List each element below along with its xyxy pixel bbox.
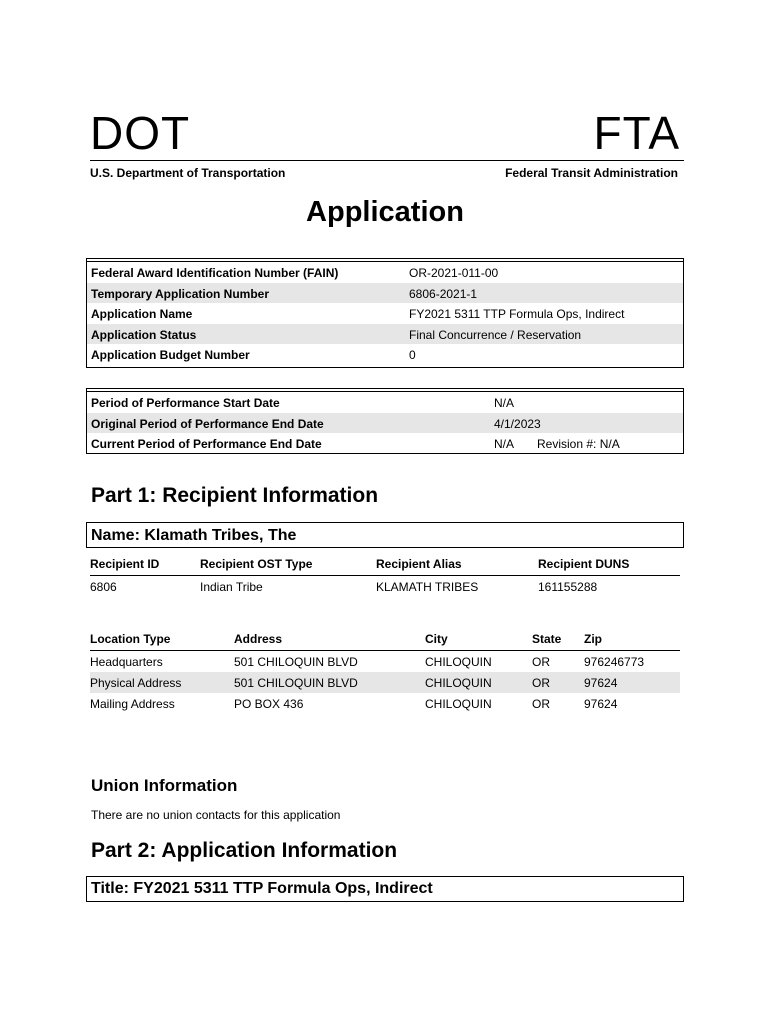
info-value: 0 bbox=[409, 348, 416, 363]
perf-value: 4/1/2023 bbox=[494, 416, 541, 431]
header-rule bbox=[90, 160, 684, 161]
page-title: Application bbox=[306, 196, 464, 228]
union-heading: Union Information bbox=[91, 776, 238, 795]
location-table bbox=[90, 628, 680, 714]
column-header: Zip bbox=[584, 632, 602, 646]
application-title-box bbox=[86, 876, 684, 902]
table-cell: OR bbox=[532, 655, 550, 669]
table-cell: 501 CHILOQUIN BLVD bbox=[234, 655, 358, 669]
table-cell: CHILOQUIN bbox=[425, 676, 492, 690]
info-row-app-name bbox=[87, 303, 683, 324]
recipient-table bbox=[90, 553, 680, 597]
perf-label: Period of Performance Start Date bbox=[91, 396, 280, 410]
info-row-temp-number bbox=[87, 283, 683, 304]
info-value: OR-2021-011-00 bbox=[409, 266, 499, 280]
perf-value: N/A bbox=[494, 437, 515, 452]
performance-box bbox=[86, 388, 684, 454]
application-title: Title: FY2021 5311 TTP Formula Ops, Indirect bbox=[91, 880, 433, 897]
table-header bbox=[90, 628, 680, 651]
table-cell: Mailing Address bbox=[90, 697, 175, 711]
table-row bbox=[90, 693, 680, 714]
info-row-status bbox=[87, 324, 683, 345]
info-label: Application Name bbox=[91, 307, 193, 322]
info-label: Application Budget Number bbox=[91, 348, 250, 363]
table-cell: Indian Tribe bbox=[200, 580, 263, 594]
fta-name: Federal Transit Administration bbox=[505, 166, 678, 180]
column-header: Recipient ID bbox=[90, 557, 160, 571]
info-value: 6806-2021-1 bbox=[409, 286, 478, 301]
column-header: Recipient OST Type bbox=[200, 557, 313, 571]
info-value: Final Concurrence / Reservation bbox=[409, 327, 582, 342]
dot-name: U.S. Department of Transportation bbox=[90, 166, 286, 180]
column-header: City bbox=[425, 632, 448, 646]
table-cell: 97624 bbox=[584, 676, 618, 690]
info-label: Federal Award Identification Number (FAIN) bbox=[91, 266, 339, 280]
column-header: Location Type bbox=[90, 632, 171, 646]
column-header: State bbox=[532, 632, 562, 646]
table-cell: CHILOQUIN bbox=[425, 697, 492, 711]
perf-row-current-end bbox=[87, 433, 683, 454]
dot-abbreviation: DOT bbox=[90, 107, 191, 159]
table-cell: 501 CHILOQUIN BLVD bbox=[234, 676, 358, 690]
table-row bbox=[90, 651, 680, 672]
table-row bbox=[90, 672, 680, 693]
info-row-budget-number bbox=[87, 344, 683, 365]
table-cell: Physical Address bbox=[90, 676, 182, 690]
table-cell: OR bbox=[532, 697, 550, 711]
table-cell: Headquarters bbox=[90, 655, 163, 669]
table-cell: CHILOQUIN bbox=[425, 655, 492, 669]
perf-value: N/A bbox=[494, 396, 515, 410]
perf-label: Original Period of Performance End Date bbox=[91, 416, 324, 431]
agency-header bbox=[90, 108, 684, 188]
table-cell: OR bbox=[532, 676, 550, 690]
part1-heading: Part 1: Recipient Information bbox=[91, 484, 379, 507]
column-header: Address bbox=[234, 632, 283, 646]
part2-heading: Part 2: Application Information bbox=[91, 839, 398, 862]
table-cell: 97624 bbox=[584, 697, 618, 711]
table-cell: PO BOX 436 bbox=[234, 697, 304, 711]
column-header: Recipient DUNS bbox=[538, 557, 630, 571]
table-row bbox=[90, 576, 680, 597]
table-cell: 6806 bbox=[90, 580, 117, 594]
perf-row-original-end bbox=[87, 413, 683, 434]
info-label: Application Status bbox=[91, 327, 197, 342]
info-value: FY2021 5311 TTP Formula Ops, Indirect bbox=[409, 307, 625, 322]
application-info-box bbox=[86, 258, 684, 368]
table-cell: KLAMATH TRIBES bbox=[376, 580, 479, 594]
table-cell: 976246773 bbox=[584, 655, 645, 669]
perf-row-start bbox=[87, 392, 683, 413]
table-cell: 161155288 bbox=[538, 580, 598, 594]
table-header bbox=[90, 553, 680, 576]
revision-number: Revision #: N/A bbox=[537, 437, 620, 452]
info-label: Temporary Application Number bbox=[91, 286, 270, 301]
perf-label: Current Period of Performance End Date bbox=[91, 437, 322, 452]
fta-abbreviation: FTA bbox=[593, 107, 680, 159]
info-row-fain bbox=[87, 262, 683, 283]
recipient-name: Name: Klamath Tribes, The bbox=[91, 527, 297, 544]
union-message: There are no union contacts for this application bbox=[91, 808, 341, 822]
column-header: Recipient Alias bbox=[376, 557, 462, 571]
recipient-name-box bbox=[86, 522, 684, 548]
